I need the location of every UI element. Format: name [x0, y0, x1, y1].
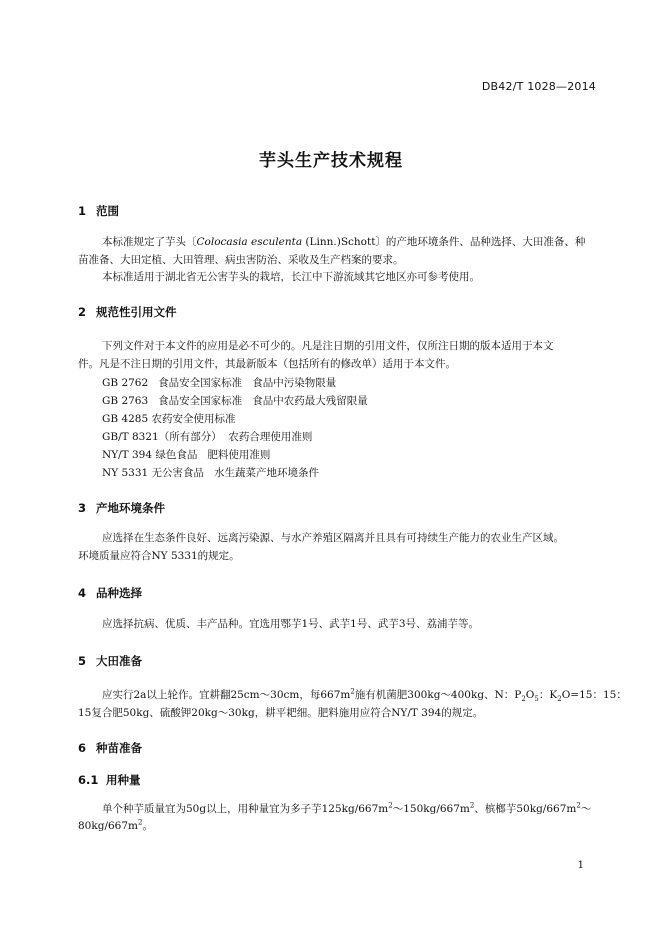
superscript: 2	[576, 801, 581, 810]
section-1-heading	[78, 203, 119, 219]
text: ～	[580, 803, 592, 815]
text: O=15：15：	[561, 689, 627, 701]
section-2-heading	[78, 304, 177, 320]
subscript: 5	[534, 695, 539, 704]
reference-item: GB 4285 农药安全使用标准	[102, 413, 236, 425]
seed-amount-line-1	[102, 800, 591, 818]
variety-selection-text: 应选择抗病、优质、丰产品种。宜选用鄂芋1号、武芋1号、武芋3号、荔浦芋等。	[102, 618, 480, 630]
section-3-heading	[78, 500, 165, 516]
section-number: 3	[78, 501, 87, 515]
reference-item: GB 2762 食品安全国家标准 食品中污染物限量	[102, 377, 337, 389]
text: (Linn.)Schott〕的产地环境条件、品种选择、大田准备、种	[302, 236, 586, 248]
section-number: 2	[78, 305, 87, 319]
document-title: 芋头生产技术规程	[259, 151, 403, 171]
subsection-number: 6.1	[78, 773, 99, 787]
scope-paragraph-1-line-2: 苗准备、大田定植、大田管理、病虫害防治、采收及生产档案的要求。	[78, 254, 404, 266]
scope-paragraph-1-line-1	[102, 233, 585, 251]
section-title: 大田准备	[96, 654, 142, 668]
section-title: 产地环境条件	[96, 501, 165, 515]
text: 80kg/667m	[78, 820, 138, 832]
page-number: 1	[577, 860, 584, 871]
seed-amount-line-2	[78, 817, 153, 835]
reference-item: GB 2763 食品安全国家标准 食品中农药最大残留限量	[102, 395, 368, 407]
section-4-heading	[78, 585, 142, 601]
reference-item: NY/T 394 绿色食品 肥料使用准则	[102, 449, 271, 461]
references-intro-line-1: 下列文件对于本文件的应用是必不可少的。凡是注日期的引用文件，仅所注日期的版本适用于本文	[102, 340, 554, 352]
section-number: 4	[78, 586, 87, 600]
environment-line-1: 应选择在生态条件良好、远离污染源、与水产养殖区隔离并且具有可持续生产能力的农业生产区域。	[102, 532, 564, 544]
field-prep-line-1	[102, 686, 627, 704]
text: 本标准规定了芋头〔	[102, 236, 197, 248]
text: 、槟榔芋50kg/667m	[474, 803, 577, 815]
text: 应实行2a以上轮作。宜耕翻25cm～30cm，每667m	[102, 689, 351, 701]
superscript: 2	[388, 801, 393, 810]
text: 单个种芋质量宜为50g以上，用种量宜为多子芋125kg/667m	[102, 803, 389, 815]
section-number: 1	[78, 204, 87, 218]
superscript: 2	[137, 818, 143, 827]
section-title: 规范性引用文件	[96, 305, 177, 319]
section-number: 5	[78, 654, 87, 668]
superscript: 2	[350, 687, 355, 696]
section-number: 6	[78, 741, 87, 755]
subscript: 2	[521, 695, 526, 704]
subsection-6-1-heading	[78, 772, 141, 788]
field-prep-line-2: 15复合肥50kg、硫酸钾20kg～30kg，耕平耙细。肥料施用应符合NY/T 394的规定。	[78, 707, 484, 719]
section-6-heading	[78, 740, 142, 756]
text: ～150kg/667m	[392, 803, 470, 815]
superscript: 2	[469, 801, 475, 810]
subsection-title: 用种量	[106, 773, 141, 787]
text: ：K	[538, 689, 558, 701]
text: 。	[142, 820, 153, 832]
section-5-heading	[78, 653, 142, 669]
document-number: DB42/T 1028—2014	[481, 80, 596, 93]
subscript: 2	[557, 695, 562, 704]
text: O	[525, 689, 535, 701]
section-title: 范围	[96, 204, 119, 218]
reference-item: NY 5331 无公害食品 水生蔬菜产地环境条件	[102, 467, 320, 479]
section-title: 品种选择	[96, 586, 142, 600]
latin-name: Colocasia esculenta	[196, 236, 303, 248]
scope-paragraph-2: 本标准适用于湖北省无公害芋头的栽培，长江中下游流域其它地区亦可参考使用。	[102, 271, 480, 283]
environment-line-2: 环境质量应符合NY 5331的规定。	[78, 550, 240, 562]
reference-item: GB/T 8321（所有部分） 农药合理使用准则	[102, 431, 313, 443]
references-intro-line-2: 件。凡是不注日期的引用文件，其最新版本（包括所有的修改单）适用于本文件。	[78, 358, 456, 370]
text: 施有机菌肥300kg～400kg、N：P	[354, 689, 522, 701]
section-title: 种苗准备	[96, 741, 142, 755]
